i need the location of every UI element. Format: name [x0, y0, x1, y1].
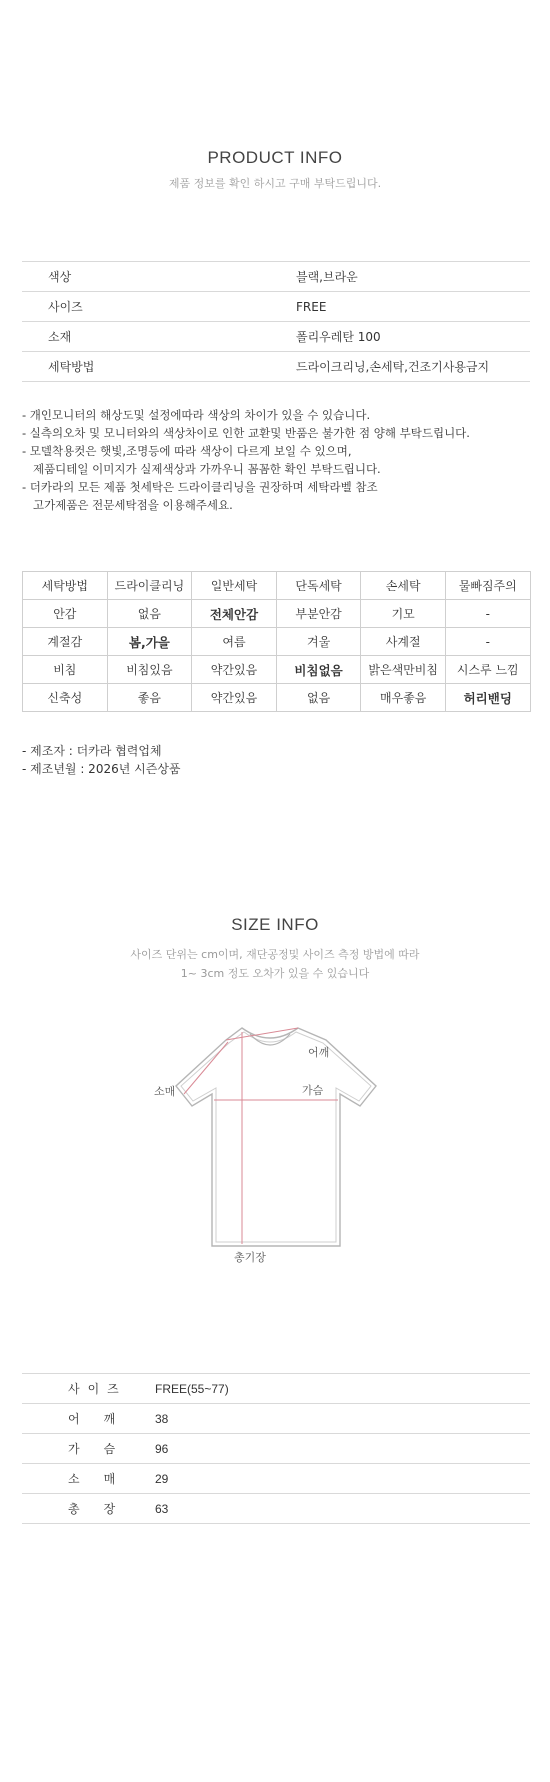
grid-cell: 여름: [192, 628, 277, 656]
notice-line: - 실측의오차 및 모니터와의 색상차이로 인한 교환및 반품은 불가한 점 양해 부탁드립니다.: [22, 426, 470, 440]
size-value: FREE(55~77): [155, 1381, 229, 1396]
size-key: 가슴: [68, 1442, 140, 1456]
spec-key: 세탁방법: [48, 360, 95, 374]
size-key: 어깨: [68, 1412, 140, 1426]
spec-key: 색상: [48, 270, 72, 284]
product-info-title: PRODUCT INFO: [207, 148, 343, 167]
spec-row-material: [22, 322, 530, 352]
grid-header-cell: 물빠짐주의: [445, 572, 530, 600]
grid-row-label: 비침: [23, 656, 108, 684]
grid-row-label: 안감: [23, 600, 108, 628]
notice-line: - 개인모니터의 해상도및 설정에따라 색상의 차이가 있을 수 있습니다.: [22, 408, 371, 422]
size-key: 총장: [68, 1502, 140, 1516]
feature-grid-row-season: [23, 628, 531, 656]
product-info-subtitle: 제품 정보를 확인 하시고 구매 부탁드립니다.: [168, 177, 382, 190]
notice-line: 제품디테일 이미지가 실제색상과 가까우니 꼼꼼한 확인 부탁드립니다.: [22, 462, 381, 476]
spec-key: 소재: [48, 330, 72, 344]
feature-grid: [22, 571, 531, 712]
size-key: 소매: [68, 1472, 140, 1486]
grid-cell: 매우좋음: [361, 684, 446, 712]
size-row-chest: [22, 1434, 530, 1464]
grid-cell-selected: 허리밴딩: [445, 684, 530, 712]
grid-cell: 시스루 느낌: [445, 656, 530, 684]
grid-cell: 비침있음: [107, 656, 192, 684]
spec-value: FREE: [296, 299, 327, 314]
grid-cell: 없음: [276, 684, 361, 712]
size-value: 29: [155, 1471, 169, 1486]
notice-line: 고가제품은 전문세탁점을 이용해주세요.: [22, 498, 233, 512]
feature-grid-row-sheer: [23, 656, 531, 684]
size-info-subtitle-1: 사이즈 단위는 cm이며, 재단공정및 사이즈 측정 방법에 따라: [130, 948, 420, 961]
diagram-label-sleeve: 소매: [154, 1085, 176, 1098]
grid-cell-selected: 비침없음: [276, 656, 361, 684]
manufacturer-line: - 제조자 : 더카라 협력업체: [22, 744, 162, 758]
grid-header-cell: 세탁방법: [23, 572, 108, 600]
size-info-subtitle-2: 1~ 3cm 정도 오차가 있을 수 있습니다: [180, 967, 370, 980]
grid-cell: -: [445, 628, 530, 656]
size-value: 96: [155, 1441, 169, 1456]
maker-info: [22, 742, 181, 778]
grid-header-cell: 손세탁: [361, 572, 446, 600]
grid-cell: 사계절: [361, 628, 446, 656]
size-info-title: SIZE INFO: [231, 915, 319, 934]
size-row-length: [22, 1494, 530, 1524]
tshirt-size-diagram: [150, 1020, 390, 1264]
manufacture-date-line: - 제조년월 : 2026년 시즌상품: [22, 762, 181, 776]
notice-line: - 모델착용컷은 햇빛,조명등에 따라 색상이 다르게 보일 수 있으며,: [22, 444, 352, 458]
grid-row-label: 계절감: [23, 628, 108, 656]
grid-cell: 약간있음: [192, 684, 277, 712]
spec-value: 폴리우레탄 100: [296, 330, 381, 344]
size-table: [22, 1373, 530, 1524]
grid-cell: 좋음: [107, 684, 192, 712]
size-key: 사이즈: [68, 1382, 127, 1396]
grid-header-cell: 드라이클리닝: [107, 572, 192, 600]
notice-line: - 더카라의 모든 제품 첫세탁은 드라이클리닝을 권장하며 세탁라벨 참조: [22, 480, 378, 494]
grid-header-cell: 일반세탁: [192, 572, 277, 600]
feature-grid-row-lining: [23, 600, 531, 628]
grid-cell: -: [445, 600, 530, 628]
spec-row-size: [22, 292, 530, 322]
diagram-label-length: 총기장: [234, 1251, 266, 1264]
size-row-shoulder: [22, 1404, 530, 1434]
feature-grid-row-stretch: [23, 684, 531, 712]
spec-table: [22, 261, 530, 382]
size-row-sleeve: [22, 1464, 530, 1494]
tshirt-outline-icon: [150, 1020, 390, 1260]
diagram-label-shoulder: 어깨: [308, 1046, 330, 1059]
diagram-label-chest: 가슴: [302, 1084, 324, 1097]
spec-row-color: [22, 262, 530, 292]
size-value: 63: [155, 1501, 169, 1516]
grid-cell: 부분안감: [276, 600, 361, 628]
spec-value: 드라이크리닝,손세탁,건조기사용금지: [296, 360, 490, 374]
grid-cell: 기모: [361, 600, 446, 628]
spec-row-washing: [22, 352, 530, 382]
grid-row-label: 신축성: [23, 684, 108, 712]
size-row-size: [22, 1374, 530, 1404]
notice-list: [22, 406, 532, 514]
feature-grid-header: [23, 572, 531, 600]
size-value: 38: [155, 1411, 169, 1426]
grid-cell: 약간있음: [192, 656, 277, 684]
grid-cell: 없음: [107, 600, 192, 628]
grid-cell: 겨울: [276, 628, 361, 656]
grid-cell-selected: 봄,가을: [107, 628, 192, 656]
grid-cell-selected: 전체안감: [192, 600, 277, 628]
grid-header-cell: 단독세탁: [276, 572, 361, 600]
grid-cell: 밝은색만비침: [361, 656, 446, 684]
spec-key: 사이즈: [48, 300, 83, 314]
spec-value: 블랙,브라운: [296, 270, 358, 284]
